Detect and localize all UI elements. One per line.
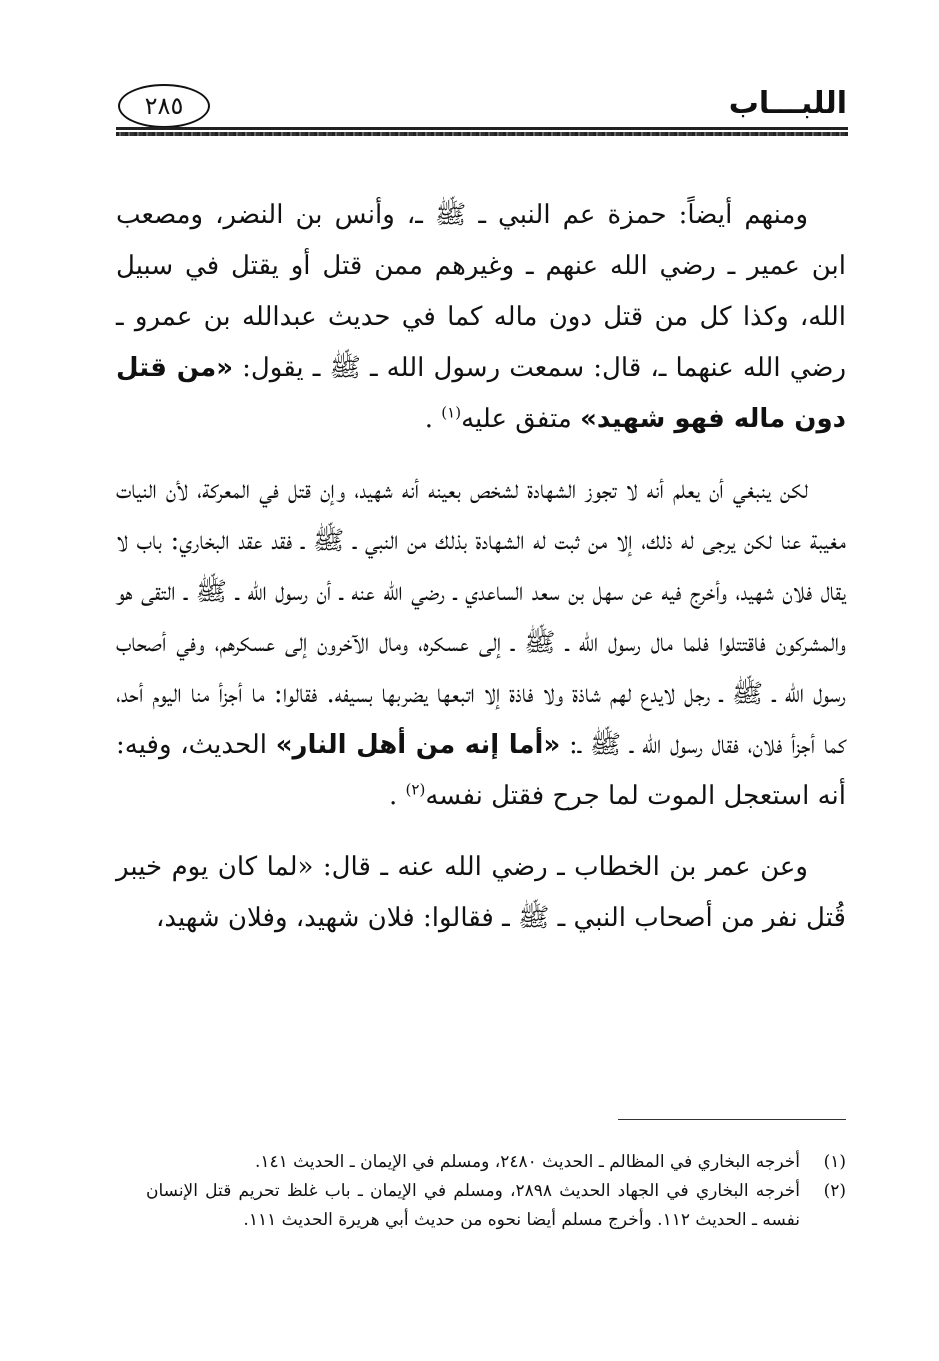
paragraph-3 (116, 842, 846, 944)
footnote-text: أخرجه البخاري في الجهاد الحديث ٢٨٩٨، ومسلم في الإيمان ـ باب غلظ تحريم قتل الإنسان نفسه ـ الحديث ١١٢. وأخرج مسلم أيضا نحوه من حديث أبي هريرة الحديث ١١١. (146, 1181, 800, 1230)
header-rule (116, 127, 848, 130)
footnote-number: (١) (823, 1152, 846, 1172)
paragraph-2-end: . (389, 781, 406, 811)
footnote-ref-2[interactable]: (٢) (405, 780, 426, 799)
footnote-separator (618, 1119, 846, 1120)
paragraph-1-text-cont: متفق عليه (461, 404, 581, 434)
hadith-quote-2: «أما إنه من أهل النار» (275, 730, 561, 760)
page-number-badge (118, 84, 210, 128)
footnote-number: (٢) (823, 1181, 846, 1201)
footnote-text: أخرجه البخاري في المظالم ـ الحديث ٢٤٨٠، ومسلم في الإيمان ـ الحديث ١٤١. (254, 1152, 800, 1172)
paragraph-3-text: وعن عمر بن الخطاب ـ رضي الله عنه ـ قال: «لما كان يوم خيبر قُتل نفر من أصحاب النبي ـ ﷺ ـ فقالوا: فلان شهيد، وفلان شهيد، (116, 852, 846, 933)
hadith-quote-1: «من قتل دون ماله فهو شهيد» (116, 353, 846, 434)
paragraph-1-text: ومنهم أيضاً: حمزة عم النبي ـ ﷺ ـ، وأنس بن النضر، ومصعب ابن عمير ـ رضي الله عنهم ـ وغيرهم ممن قتل أو يقتل في سبيل الله، وكذا كل من قتل دون ماله كما في حديث عبدالله بن عمرو ـ رضي الله عنهما ـ، قال: سمعت رسول الله ـ ﷺ ـ يقول: (116, 200, 846, 383)
footnote-ref-1[interactable]: (١) (441, 403, 462, 422)
header-rule-decorative (116, 132, 848, 136)
footnotes (146, 1148, 846, 1235)
main-text (116, 190, 846, 964)
paragraph-2-text-cont: الحديث، وفيه: أنه استعجل الموت لما جرح فقتل نفسه (116, 730, 846, 811)
footnote-1 (146, 1148, 846, 1177)
paragraph-1 (116, 190, 846, 445)
running-header-title: اللبـــاب (728, 86, 847, 121)
page-number: ٢٨٥ (144, 92, 184, 120)
paragraph-1-end: . (424, 404, 442, 434)
paragraph-2 (116, 465, 846, 822)
footnote-2 (146, 1177, 846, 1235)
paragraph-2-text: لكن ينبغي أن يعلم أنه لا تجوز الشهادة لشخص بعينه أنه شهيد، وإن قتل في المعركة، لأن النيات مغيبة عنا لكن يرجى له ذلك، إلا من ثبت له الشهادة بذلك من النبي ـ ﷺ ـ فقد عقد البخاري: باب لا يقال فلان شهيد، وأخرج فيه عن سهل بن سعد الساعدي ـ رضي الله عنه ـ أن رسول الله ـ ﷺ ـ التقى هو والمشركون فاقتتلوا فلما مال رسول الله ـ ﷺ ـ إلى عسكره، ومال الآخرون إلى عسكرهم، وفي أصحاب رسول الله ـ ﷺ ـ رجل لايدع لهم شاذة ولا فاذة إلا اتبعها يضربها بسيفه. فقالوا: ما أجزأ منا اليوم أحد، كما أجزأ فلان، فقال رسول الله ـ ﷺ ـ: (116, 475, 847, 760)
